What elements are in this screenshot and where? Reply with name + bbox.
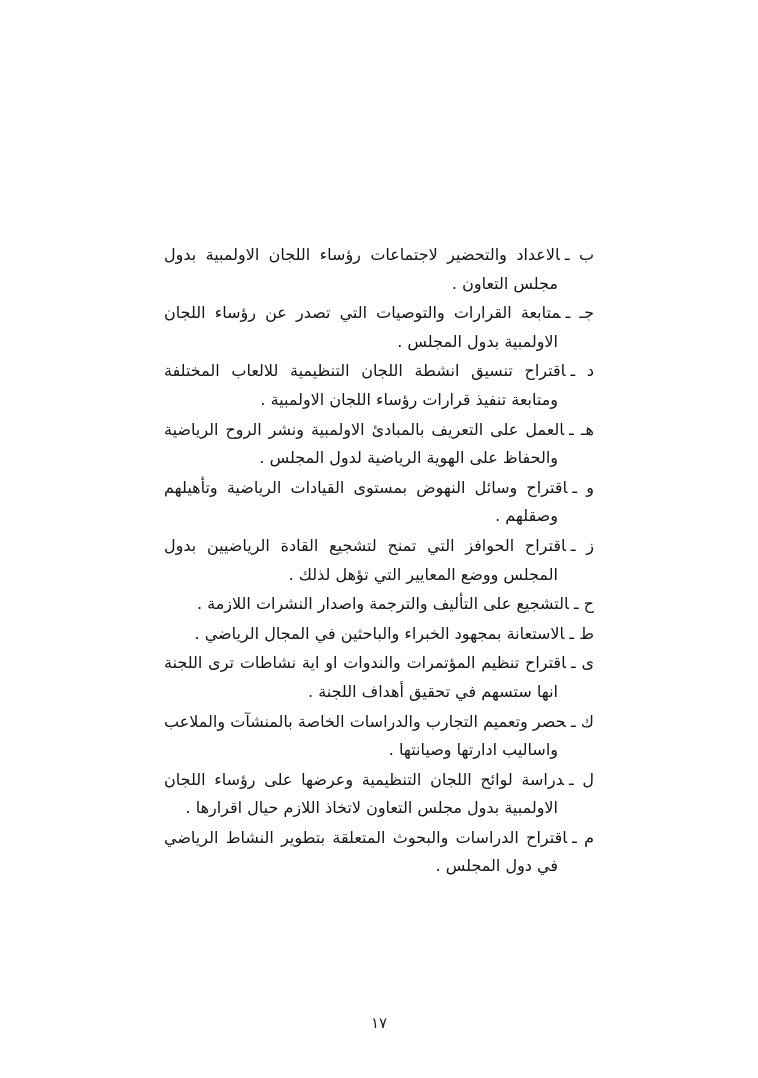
list-item bbox=[164, 357, 594, 414]
list-item bbox=[164, 620, 594, 649]
list-item bbox=[164, 649, 594, 706]
item-text: التشجيع على التأليف والترجمة واصدار النشرات اللازمة . bbox=[196, 594, 569, 614]
list-item bbox=[164, 766, 594, 823]
list-item bbox=[164, 708, 594, 765]
item-marker: ز ـ bbox=[570, 535, 595, 555]
item-marker: و ـ bbox=[572, 477, 594, 497]
list-item bbox=[164, 241, 594, 298]
item-marker: ك ـ bbox=[570, 711, 594, 731]
item-text: متابعة القرارات والتوصيات التي تصدر عن رؤساء اللجان الاولمبية بدول المجلس . bbox=[164, 303, 561, 351]
item-text: اقتراح تنسيق انشطة اللجان التنظيمية للالعاب المختلفة ومتابعة تنفيذ قرارات رؤساء اللجان الاولمبية . bbox=[164, 361, 566, 409]
item-marker: ى ـ bbox=[570, 653, 595, 673]
list-item bbox=[164, 824, 594, 881]
list-item bbox=[164, 416, 594, 473]
list-item bbox=[164, 299, 594, 356]
item-text: الاعداد والتحضير لاجتماعات رؤساء اللجان الاولمبية بدول مجلس التعاون . bbox=[164, 245, 560, 293]
page-number: ١٧ bbox=[370, 1014, 388, 1032]
item-text: العمل على التعريف بالمبادئ الاولمبية ونشر الروح الرياضية والحفاظ على الهوية الرياضية لدول المجلس . bbox=[164, 419, 565, 468]
item-marker: ب ـ bbox=[564, 245, 595, 264]
list-item bbox=[164, 474, 594, 531]
item-text: اقتراح وسائل النهوض بمستوى القيادات الرياضية وتأهيلهم وصقلهم . bbox=[164, 477, 568, 526]
item-text: حصر وتعميم التجارب والدراسات الخاصة بالمنشآت والملاعب واساليب ادارتها وصيانتها . bbox=[164, 711, 566, 760]
item-marker: ل ـ bbox=[568, 769, 595, 789]
item-marker: ط ـ bbox=[569, 623, 594, 643]
item-marker: جـ ـ bbox=[565, 303, 594, 323]
item-marker: هـ ـ bbox=[569, 419, 594, 439]
list-item bbox=[164, 532, 594, 589]
item-text: دراسة لوائح اللجان التنظيمية وعرضها على رؤساء اللجان الاولمبية بدول مجلس التعاون لاتخاذ اللازم حيال اقرارها . bbox=[164, 769, 564, 818]
body-text bbox=[164, 241, 594, 882]
item-text: الاستعانة بمجهود الخبراء والباحثين في المجال الرياضي . bbox=[194, 623, 565, 643]
item-marker: م ـ bbox=[572, 827, 594, 847]
item-text: اقتراح الحوافز التي تمنح لتشجيع القادة الرياضيين بدول المجلس ووضع المعايير التي تؤهل لذلك . bbox=[164, 535, 566, 584]
item-marker: ح ـ bbox=[573, 594, 594, 614]
list-item bbox=[164, 590, 594, 619]
item-marker: د ـ bbox=[570, 361, 595, 381]
item-text: اقتراح تنظيم المؤتمرات والندوات او اية نشاطات ترى اللجنة انها ستسهم في تحقيق أهداف اللجنة . bbox=[164, 653, 566, 701]
item-text: اقتراح الدراسات والبحوث المتعلقة بتطوير النشاط الرياضي في دول المجلس . bbox=[164, 827, 568, 876]
